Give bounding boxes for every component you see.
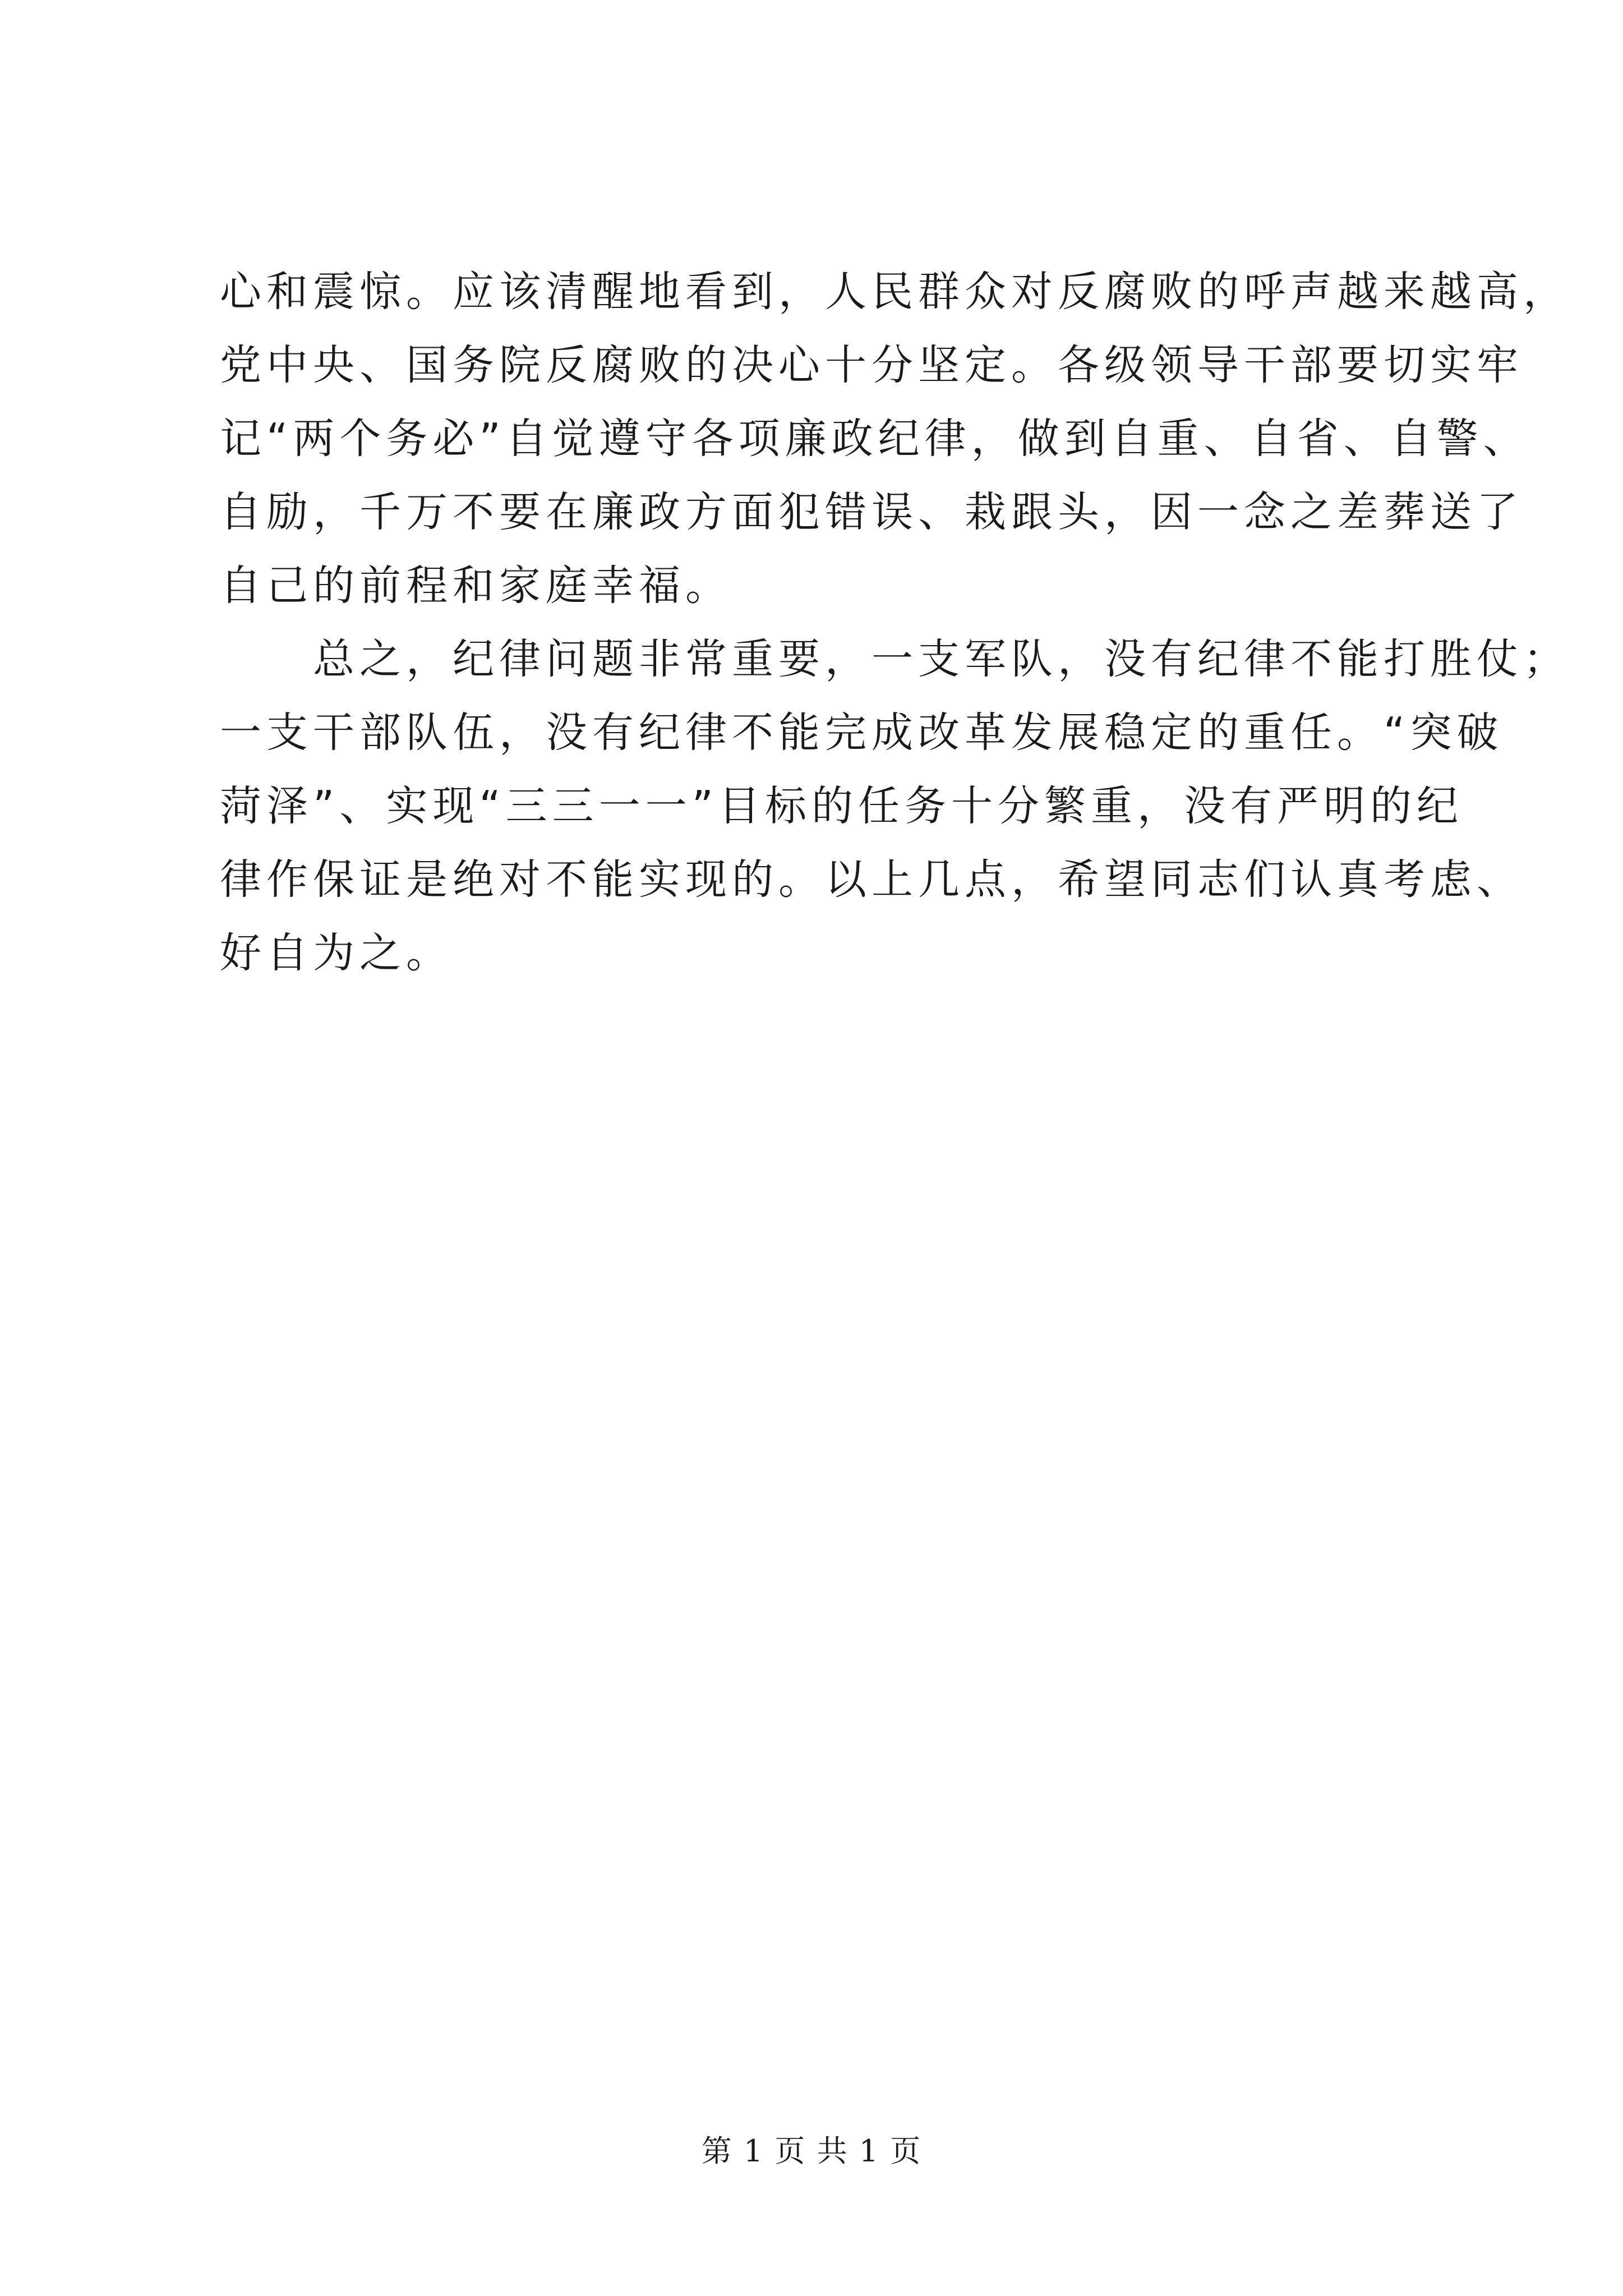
text-line: 记“两个务必”自觉遵守各项廉政纪律，做到自重、自省、自警、 bbox=[220, 415, 1530, 463]
document-body bbox=[220, 255, 1570, 990]
text-line: 自己的前程和家庭幸福。 bbox=[220, 562, 732, 610]
text-line: 律作保证是绝对不能实现的。以上几点，希望同志们认真考虑、 bbox=[220, 855, 1523, 904]
text-line: 菏泽”、实现“三三一一”目标的任务十分繁重，没有严明的纪 bbox=[220, 782, 1464, 830]
text-line: 总之，纪律问题非常重要，一支军队，没有纪律不能打胜仗； bbox=[220, 635, 1570, 683]
text-line: 党中央、国务院反腐败的决心十分坚定。各级领导干部要切实牢 bbox=[220, 341, 1523, 389]
page-footer: 第 1 页 共 1 页 bbox=[701, 2133, 922, 2169]
text-line: 自励，千万不要在廉政方面犯错误、栽跟头，因一念之差葬送了 bbox=[220, 488, 1523, 536]
text-line: 心和震惊。应该清醒地看到，人民群众对反腐败的呼声越来越高， bbox=[220, 268, 1570, 316]
text-line: 一支干部队伍，没有纪律不能完成改革发展稳定的重任。“突破 bbox=[220, 708, 1504, 757]
text-line: 好自为之。 bbox=[220, 929, 453, 977]
